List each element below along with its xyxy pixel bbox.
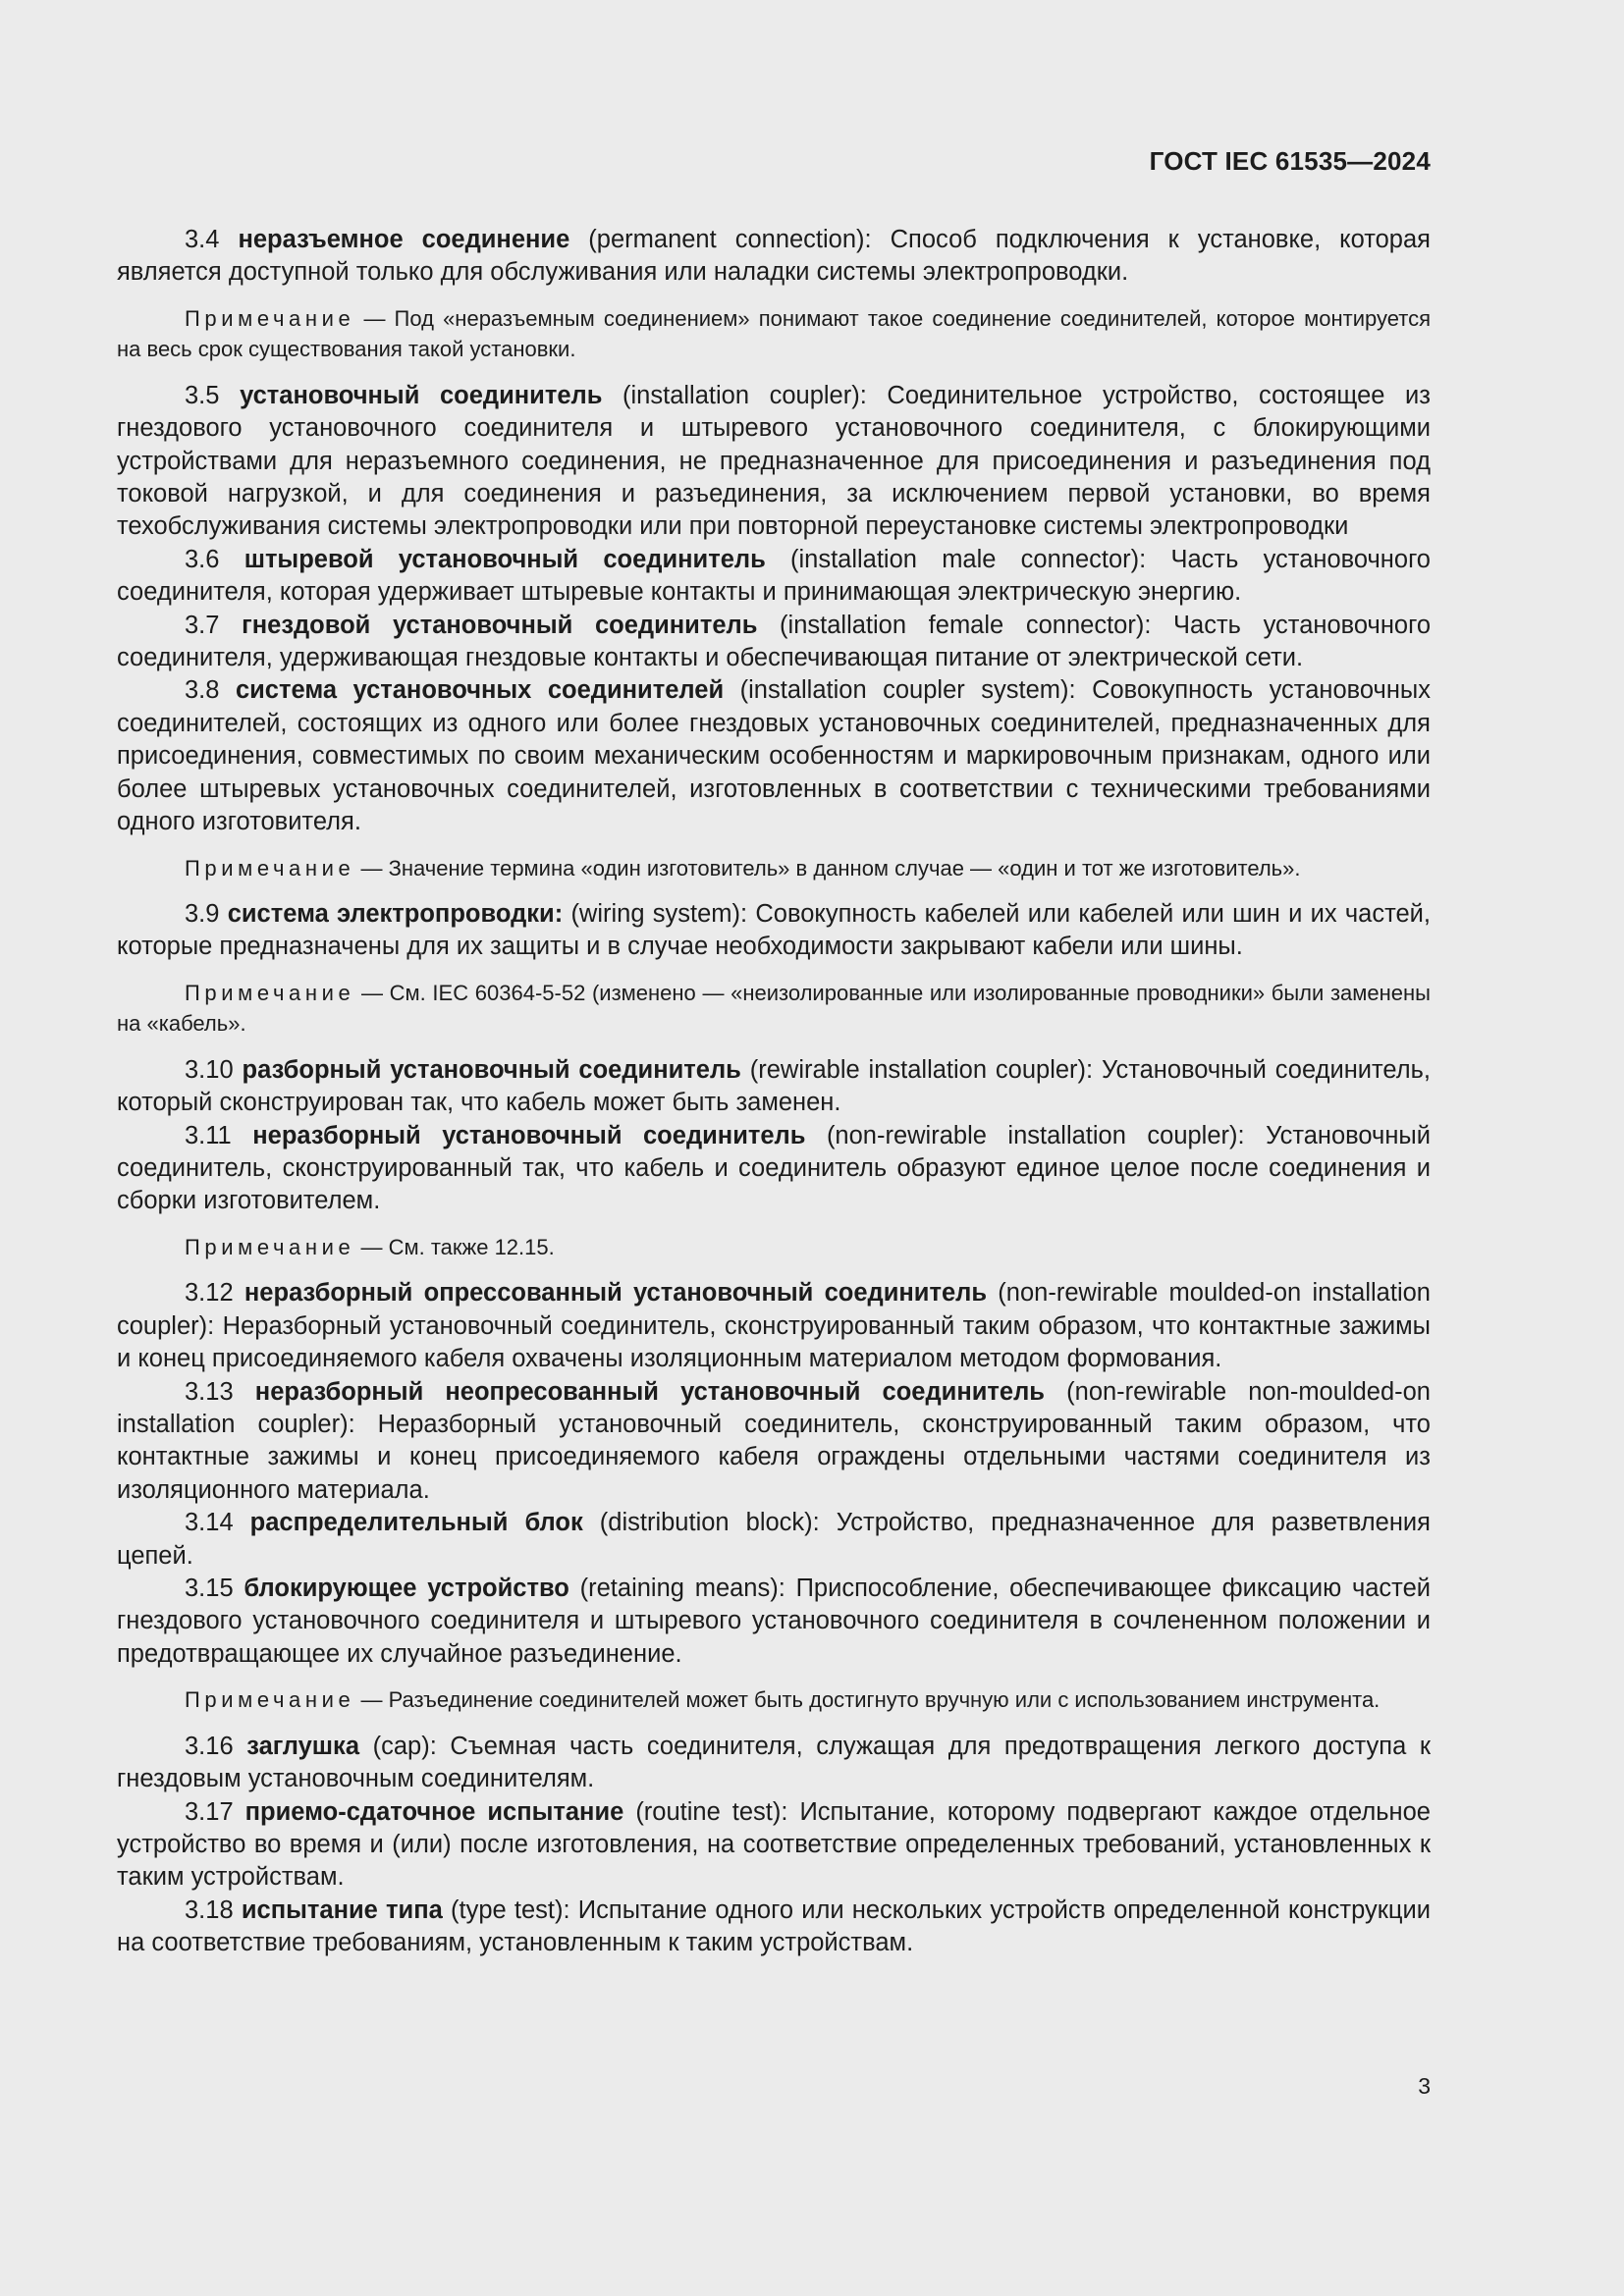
note-label: Примечание bbox=[185, 1234, 355, 1259]
document-header: ГОСТ IEC 61535—2024 bbox=[1149, 146, 1431, 176]
note-3-8 bbox=[117, 853, 1431, 884]
term-entry-3-18 bbox=[117, 1895, 1431, 1960]
note-label: Примечание bbox=[185, 305, 355, 331]
entry-number: 3.6 bbox=[185, 545, 220, 573]
entry-number: 3.12 bbox=[185, 1279, 234, 1308]
term-entry-3-9 bbox=[117, 898, 1431, 964]
entry-term: заглушка bbox=[246, 1732, 359, 1760]
note-3-11 bbox=[117, 1232, 1431, 1263]
entry-term: система установочных соединителей bbox=[235, 676, 725, 705]
term-entry-3-13 bbox=[117, 1376, 1431, 1508]
term-entry-3-15 bbox=[117, 1573, 1431, 1671]
entry-text: (permanent connection): Способ подключения к установке, которая является доступной только для обслуживания или наладки системы электропроводки. bbox=[117, 226, 1431, 287]
note-text: — Под «неразъемным соединением» понимают такое соединение соединителей, которое монтируется на весь срок существования такой установки. bbox=[117, 305, 1431, 362]
entry-term: система электропроводки: bbox=[227, 900, 564, 928]
entry-text: (installation male connector): Часть установочного соединителя, которая удерживает штыревые контакты и принимающая электрическую энергию. bbox=[117, 545, 1431, 607]
entry-number: 3.16 bbox=[185, 1732, 234, 1760]
entry-number: 3.7 bbox=[185, 611, 220, 639]
entry-term: испытание типа bbox=[241, 1896, 443, 1924]
entry-number: 3.8 bbox=[185, 676, 220, 705]
entry-text: (non-rewirable non-moulded-on installation coupler): Неразборный установочный соединитель, сконструированный таким образом, что контактные зажимы и конец присоединяемого кабеля ограждены отдельными частями соединителя из изоляционного материала. bbox=[117, 1377, 1431, 1504]
note-3-4 bbox=[117, 303, 1431, 365]
entry-text: (wiring system): Совокупность кабелей или кабелей или шин и их частей, которые предназначены для их защиты и в случае необходимости закрывают кабели или шины. bbox=[117, 900, 1431, 961]
entry-term: установочный соединитель bbox=[240, 381, 603, 409]
entry-term: штыревой установочный соединитель bbox=[244, 545, 766, 573]
term-entry-3-12 bbox=[117, 1277, 1431, 1375]
entry-number: 3.17 bbox=[185, 1797, 234, 1826]
document-body bbox=[117, 224, 1431, 1960]
term-entry-3-11 bbox=[117, 1120, 1431, 1218]
note-3-9 bbox=[117, 978, 1431, 1040]
entry-number: 3.18 bbox=[185, 1896, 234, 1924]
entry-term: гнездовой установочный соединитель bbox=[242, 611, 758, 639]
page-number: 3 bbox=[1418, 2073, 1431, 2099]
entry-text: (retaining means): Приспособление, обеспечивающее фиксацию частей гнездового установочного соединителя и штыревого установочного соединителя в сочлененном положении и предотвращающее их случайное разъединение. bbox=[117, 1575, 1432, 1668]
entry-text: (distribution block): Устройство, предназначенное для разветвления цепей. bbox=[117, 1509, 1431, 1570]
entry-text: (routine test): Испытание, которому подвергают каждое отдельное устройство во время и (или) после изготовления, на соответствие определенных требований, установленных к таким устройствам. bbox=[117, 1797, 1431, 1892]
note-text: — Значение термина «один изготовитель» в данном случае — «один и тот же изготовитель». bbox=[360, 855, 1301, 881]
entry-term: блокирующее устройство bbox=[244, 1575, 569, 1602]
note-text: — См. также 12.15. bbox=[360, 1234, 555, 1259]
entry-number: 3.4 bbox=[185, 226, 220, 253]
entry-number: 3.5 bbox=[185, 381, 220, 409]
entry-term: распределительный блок bbox=[249, 1509, 583, 1537]
entry-text: (installation female connector): Часть установочного соединителя, удерживающая гнездовые контакты и обеспечивающая питание от электрической сети. bbox=[117, 611, 1432, 672]
entry-term: неразборный неопресованный установочный соединитель bbox=[254, 1377, 1045, 1406]
note-label: Примечание bbox=[185, 855, 355, 881]
entry-text: (installation coupler): Соединительное устройство, состоящее из гнездового установочного соединителя и штыревого установочного соединителя, с блокирующими устройствами для неразъемного соединения, не предназначенное для присоединения и разъединения под токовой нагрузкой, и для соединения и разъединения, за исключением первой установки, во время техобслуживания системы электропроводки или при повторной переустановке системы электропроводки bbox=[117, 381, 1431, 541]
entry-number: 3.14 bbox=[185, 1509, 234, 1537]
term-entry-3-5 bbox=[117, 380, 1431, 544]
note-text: — Разъединение соединителей может быть достигнуто вручную или с использованием инструмента. bbox=[360, 1687, 1380, 1713]
entry-number: 3.13 bbox=[185, 1377, 234, 1406]
entry-number: 3.9 bbox=[185, 900, 220, 928]
term-entry-3-10 bbox=[117, 1054, 1431, 1120]
entry-text: (type test): Испытание одного или нескольких устройств определенной конструкции на соответствие требованиям, установленным к таким устройствам. bbox=[117, 1896, 1431, 1957]
term-entry-3-17 bbox=[117, 1796, 1431, 1895]
note-text: — См. IEC 60364-5-52 (изменено — «неизолированные или изолированные проводники» были заменены на «кабель». bbox=[117, 980, 1431, 1037]
entry-text: (cap): Съемная часть соединителя, служащая для предотвращения легкого доступа к гнездовым установочным соединителям. bbox=[117, 1732, 1432, 1793]
note-label: Примечание bbox=[185, 1687, 355, 1713]
entry-term: неразборный опрессованный установочный соединитель bbox=[244, 1279, 988, 1308]
entry-number: 3.11 bbox=[185, 1121, 232, 1149]
entry-term: неразъемное соединение bbox=[238, 226, 570, 253]
term-entry-3-8 bbox=[117, 674, 1431, 838]
note-3-15 bbox=[117, 1684, 1431, 1716]
term-entry-3-4 bbox=[117, 224, 1431, 290]
term-entry-3-16 bbox=[117, 1731, 1431, 1796]
term-entry-3-14 bbox=[117, 1507, 1431, 1573]
term-entry-3-7 bbox=[117, 610, 1431, 675]
entry-text: (non-rewirable moulded-on installation coupler): Неразборный установочный соединитель, сконструированный таким образом, что контактные зажимы и конец присоединяемого кабеля охвачены изоляционным материалом методом формования. bbox=[117, 1279, 1431, 1373]
entry-text: (rewirable installation coupler): Установочный соединитель, который сконструирован так, что кабель может быть заменен. bbox=[117, 1055, 1431, 1117]
entry-text: (installation coupler system): Совокупность установочных соединителей, состоящих из одного или более гнездовых установочных соединителей, предназначенных для присоединения, совместимых по своим механическим особенностям и маркировочным признакам, одного или более штыревых установочных соединителей, изготовленных в соответствии с техническими требованиями одного изготовителя. bbox=[117, 676, 1431, 836]
note-label: Примечание bbox=[185, 980, 355, 1005]
entry-number: 3.10 bbox=[185, 1055, 234, 1084]
entry-term: приемо-сдаточное испытание bbox=[244, 1797, 624, 1826]
entry-number: 3.15 bbox=[185, 1575, 234, 1602]
entry-term: разборный установочный соединитель bbox=[242, 1055, 741, 1084]
entry-term: неразборный установочный соединитель bbox=[252, 1121, 806, 1149]
term-entry-3-6 bbox=[117, 544, 1431, 610]
entry-text: (non-rewirable installation coupler): Установочный соединитель, сконструированный так, что кабель и соединитель образуют единое целое после соединения и сборки изготовителем. bbox=[117, 1121, 1431, 1215]
